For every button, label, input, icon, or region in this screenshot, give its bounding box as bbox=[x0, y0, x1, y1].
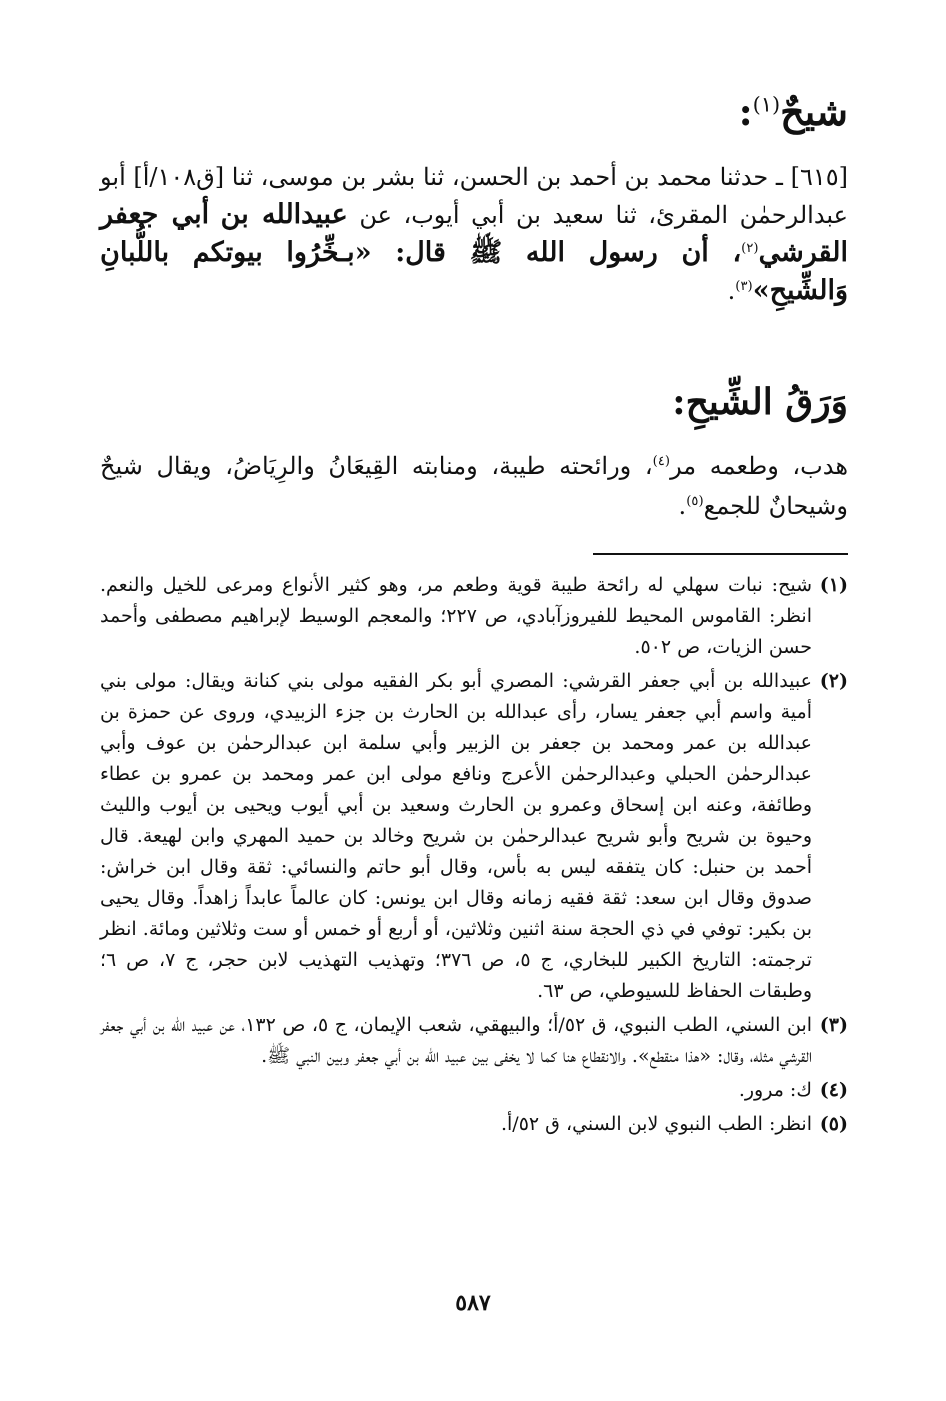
title-colon: : bbox=[738, 89, 753, 134]
narrator-name: عبيدالله بن bbox=[220, 199, 348, 230]
hadith-matn: ، أن رسول الله ﷺ قال: «بـخِّرُوا بيوتكم باللُّبانِ bbox=[100, 237, 742, 268]
footnote-text: ك: مرور. bbox=[738, 1079, 812, 1101]
footnote-3 bbox=[100, 1010, 848, 1072]
footnote-number: (٢) bbox=[819, 670, 848, 692]
section-title: وَرَقُ الشِّيحِ: bbox=[672, 381, 848, 423]
footnote-1 bbox=[100, 570, 848, 663]
desc-part-1: هدب، وطعمه مر bbox=[670, 452, 849, 480]
footnote-number: (٤) bbox=[819, 1079, 848, 1101]
page-number: ٥٨٧ bbox=[455, 1290, 491, 1316]
footnote-ref-3[interactable]: (٣) bbox=[735, 279, 753, 294]
hadith-text bbox=[100, 158, 848, 310]
footnote-number: (٣) bbox=[819, 1014, 848, 1036]
leaf-description bbox=[100, 446, 848, 526]
hadith-line-1: [٦١٥] ـ حدثنا محمد بن أحمد بن الحسن، ثنا بشر بن موسى، ثنا bbox=[231, 163, 848, 191]
footnotes bbox=[100, 570, 848, 1143]
footnote-ref-1[interactable]: (١) bbox=[752, 92, 781, 117]
footnote-number: (١) bbox=[819, 574, 848, 596]
desc-part-3: . bbox=[678, 492, 687, 520]
hadith-matn-end: وَالشِّيحِ» bbox=[752, 275, 848, 306]
footnote-ref-4[interactable]: (٤) bbox=[652, 454, 671, 469]
entry-title bbox=[739, 90, 848, 134]
footnote-ref-5[interactable]: (٥) bbox=[686, 494, 704, 509]
hadith-end-dot: . bbox=[727, 277, 736, 305]
footnote-5 bbox=[100, 1109, 848, 1140]
footnote-text: عبيدالله بن أبي جعفر القرشي: المصري أبو بكر الفقيه مولى بني كنانة ويقال: مولى بني أمية واسم أبي جعفر يسار، رأى عبدالله بن الحارث بن جزء الزبيدي، وروى عن حمزة بن عبدالله بن عمر ومحمد بن جعفر بن الزبير وأبي سلمة ابن عبدالرحمٰن بن عوف وأبي عبدالرحمٰن الحبلي وعبدالرحمٰن الأعرج ونافع مولى ابن عمر ومحمد بن عمرو بن عطاء وطائفة، وعنه ابن إسحاق وعمرو بن الحارث وسعيد بن أبي أيوب ويحيى بن أيوب والليث وحيوة بن شريح وأبو شريح عبدالرحمٰن بن شريح وخالد بن حميد المهري وابن لهيعة. قال أحمد بن حنبل: كان يتفقه ليس به بأس، وقال أبو حاتم والنسائي: ثقة وقال ابن خراش: صدوق وقال ابن سعد: ثقة فقيه زمانه وقال ابن يونس: كان عالماً عابداً زاهداً. وقال يحيى بن بكير: توفي في ذي الحجة سنة اثنين وثلاثين، أو أربع أو خمس أو ست وثلاثين ومائة. انظر ترجمته: التاريخ الكبير للبخاري، ج ٥، ص ٣٧٦؛ وتهذيب التهذيب لابن حجر، ج ٧، ص ٦؛ وطبقات الحفاظ للسيوطي، ص ٦٣. bbox=[100, 670, 813, 1002]
desc-part-2: ، ورائحته طيبة، ومنابته القِيعَانُ والرِيَاضُ، ويقال شيحٌ وشيحانٌ للجمع bbox=[100, 452, 848, 520]
entry-title-text: شيحٌ bbox=[780, 89, 848, 134]
footnote-ref-2[interactable]: (٢) bbox=[741, 241, 759, 256]
footnote-number: (٥) bbox=[819, 1113, 848, 1135]
footnote-4 bbox=[100, 1075, 848, 1106]
hadith-line-2: [ق١٠٨/أ] أبو عبدالرحمٰن المقرئ، ثنا سعيد بن أبي أيوب، عن bbox=[100, 163, 848, 229]
narrator-name-cont: أبي جعفر القرشي bbox=[100, 199, 848, 268]
footnote-text: ابن السني، الطب النبوي، ق ٥٢/أ؛ والبيهقي، شعب الإيمان، ج ٥، ص ١٣٢، عن عبيد الله بن أبي جعفر القرشي مثله، وقال: «هذا منقطع». والانقطاع هنا كما لا يخفى بين عبيد الله بن أبي جعفر وبين النبي ﷺ. bbox=[100, 1014, 813, 1067]
footnote-text: شيح: نبات سهلي له رائحة طيبة قوية وطعم مر، وهو كثير الأنواع ومرعى للخيل والنعم. انظر: القاموس المحيط للفيروزآبادي، ص ٢٢٧؛ والمعجم الوسيط لإبراهيم مصطفى وأحمد حسن الزيات، ص ٥٠٢. bbox=[100, 574, 812, 658]
footnote-divider bbox=[593, 553, 848, 555]
footnote-2 bbox=[100, 666, 848, 1007]
footnote-text: انظر: الطب النبوي لابن السني، ق ٥٢/أ. bbox=[500, 1113, 812, 1135]
